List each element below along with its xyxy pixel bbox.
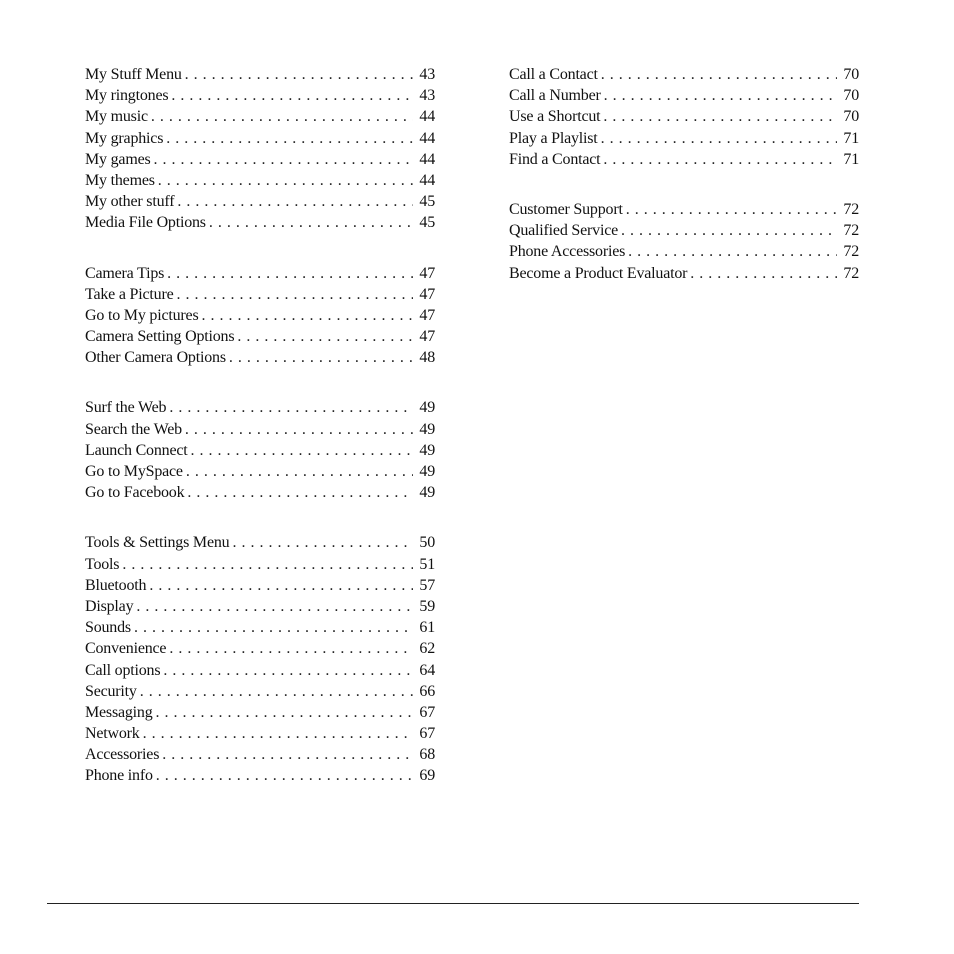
dot-leader [201,305,413,326]
dot-leader [237,326,413,347]
toc-entry-title: Launch Connect [85,441,188,459]
toc-entry-page-number: 45 [419,193,435,211]
toc-entry[interactable] [85,170,435,191]
toc-entry-title: Camera Tips [85,264,165,282]
dot-leader [209,212,413,233]
toc-group [509,199,859,284]
toc-entry-page-number: 47 [419,285,435,303]
dot-leader [604,85,837,106]
toc-entry-page-number: 49 [419,463,435,480]
toc-entry-title: Qualified Service [509,222,618,240]
toc-entry[interactable] [85,347,435,368]
dot-leader [232,532,413,553]
toc-entry-page-number: 48 [419,349,435,367]
toc-entry[interactable] [85,191,435,212]
dot-leader [603,106,837,127]
toc-entry[interactable] [85,263,435,284]
toc-entry[interactable] [85,85,435,106]
dot-leader [156,765,413,786]
dot-leader [136,596,413,617]
toc-entry-title: My graphics [85,129,164,147]
dot-leader [601,128,837,149]
toc-group [85,397,435,503]
dot-leader [601,64,837,85]
toc-entry-page-number: 67 [419,725,435,743]
toc-entry[interactable] [85,64,435,85]
toc-entry-page-number: 47 [419,306,435,324]
toc-entry-page-number: 43 [419,87,435,105]
toc-entry-page-number: 61 [419,619,435,637]
dot-leader [690,263,837,284]
toc-entry-title: Phone info [85,767,153,785]
dot-leader [163,660,413,681]
toc-entry-page-number: 69 [419,767,435,785]
dot-leader [143,723,413,744]
toc-entry[interactable] [509,149,859,170]
toc-entry-title: Display [85,597,134,615]
toc-entry[interactable] [85,723,435,744]
toc-entry-title: Bluetooth [85,576,147,594]
toc-entry-page-number: 68 [419,746,435,764]
toc-entry-page-number: 44 [419,171,435,189]
toc-entry-page-number: 43 [419,66,435,83]
toc-entry[interactable] [509,106,859,127]
toc-entry[interactable] [85,681,435,702]
toc-entry-title: Other Camera Options [85,349,226,367]
dot-leader [626,199,837,220]
toc-entry-page-number: 72 [843,264,859,282]
toc-entry-page-number: 70 [843,87,859,105]
toc-entry-title: Use a Shortcut [509,108,601,126]
toc-entry[interactable] [85,326,435,347]
toc-entry-page-number: 49 [419,420,435,438]
toc-entry[interactable] [85,440,435,461]
toc-entry-title: Go to MySpace [85,463,183,480]
dot-leader [169,638,413,659]
toc-entry-page-number: 44 [419,108,435,126]
toc-entry[interactable] [85,532,435,553]
toc-entry-page-number: 45 [419,214,435,232]
toc-entry-title: Customer Support [509,200,623,218]
dot-leader [191,440,414,461]
toc-entry[interactable] [85,575,435,596]
toc-entry[interactable] [85,212,435,233]
toc-entry[interactable] [85,596,435,617]
toc-entry-page-number: 62 [419,640,435,658]
toc-entry-title: Security [85,682,137,700]
dot-leader [166,128,413,149]
toc-entry[interactable] [509,241,859,262]
toc-entry-title: Take a Picture [85,285,174,303]
toc-entry-page-number: 72 [843,200,859,218]
dot-leader [621,220,837,241]
dot-leader [628,241,837,262]
toc-entry[interactable] [85,284,435,305]
toc-entry-title: Find a Contact [509,150,601,168]
toc-entry[interactable] [509,199,859,220]
dot-leader [229,347,413,368]
toc-entry-title: Accessories [85,746,160,764]
toc-entry-title: Call a Number [509,87,601,105]
toc-entry-title: Camera Setting Options [85,328,235,346]
toc-entry-page-number: 71 [843,150,859,168]
toc-entry[interactable] [85,149,435,170]
toc-entry-title: Call a Contact [509,66,598,83]
toc-entry-title: Play a Playlist [509,129,598,147]
toc-entry-page-number: 67 [419,703,435,721]
toc-entry[interactable] [85,617,435,638]
toc-entry-title: Phone Accessories [509,243,626,261]
toc-entry-title: Go to My pictures [85,306,199,324]
dot-leader [162,744,413,765]
toc-entry-title: Messaging [85,703,153,721]
dot-leader [603,149,837,170]
toc-entry-page-number: 44 [419,129,435,147]
dot-leader [185,419,413,440]
toc-entry-title: Surf the Web [85,399,167,417]
toc-entry-title: Sounds [85,619,131,637]
toc-entry-title: Network [85,725,140,743]
toc-entry-title: Convenience [85,640,167,658]
toc-entry-page-number: 49 [419,399,435,417]
toc-entry-page-number: 50 [419,534,435,552]
footer-rule [47,903,859,904]
dot-leader [151,106,413,127]
toc-entry-page-number: 70 [843,66,859,83]
toc-entry[interactable] [509,85,859,106]
toc-group [85,263,435,369]
toc-entry[interactable] [85,397,435,418]
toc-entry-title: My Stuff Menu [85,66,182,83]
dot-leader [122,554,413,575]
toc-entry-title: My other stuff [85,193,175,211]
toc-entry-page-number: 57 [419,576,435,594]
toc-entry-page-number: 59 [419,597,435,615]
toc-entry[interactable] [85,744,435,765]
toc-entry-title: My music [85,108,148,126]
toc-entry-page-number: 49 [419,441,435,459]
dot-leader [156,702,413,723]
toc-entry[interactable] [85,128,435,149]
dot-leader [169,397,413,418]
toc-entry-page-number: 51 [419,555,435,573]
toc-entry[interactable] [509,64,859,85]
toc-entry[interactable] [85,638,435,659]
toc-entry[interactable] [85,419,435,440]
toc-entry[interactable] [509,128,859,149]
toc-entry[interactable] [85,660,435,681]
toc-left-column [85,64,435,816]
dot-leader [149,575,413,596]
toc-entry[interactable] [509,263,859,284]
dot-leader [134,617,413,638]
dot-leader [171,85,413,106]
toc-entry-page-number: 64 [419,661,435,679]
toc-entry-page-number: 47 [419,328,435,346]
toc-entry-page-number: 66 [419,682,435,700]
toc-entry-title: Become a Product Evaluator [509,264,688,282]
toc-entry-title: My themes [85,171,155,189]
toc-group [85,532,435,786]
dot-leader [185,64,413,85]
toc-entry-page-number: 72 [843,243,859,261]
toc-entry-title: Call options [85,661,161,679]
toc-entry[interactable] [85,482,435,503]
toc-entry-page-number: 47 [419,264,435,282]
toc-entry-page-number: 72 [843,222,859,240]
dot-leader [187,482,413,503]
dot-leader [154,149,413,170]
toc-entry[interactable] [85,106,435,127]
dot-leader [158,170,413,191]
toc-entry[interactable] [85,305,435,326]
toc-right-column [509,64,859,313]
dot-leader [176,284,413,305]
toc-entry[interactable] [85,765,435,786]
dot-leader [140,681,413,702]
toc-entry-title: My ringtones [85,87,169,105]
toc-entry-title: Media File Options [85,214,206,232]
toc-entry-title: Tools & Settings Menu [85,534,230,552]
toc-entry-page-number: 44 [419,150,435,168]
dot-leader [186,461,413,482]
toc-entry-page-number: 49 [419,484,435,502]
toc-group [85,64,435,234]
toc-entry-page-number: 71 [843,129,859,147]
dot-leader [167,263,413,284]
dot-leader [177,191,413,212]
toc-entry-page-number: 70 [843,108,859,126]
toc-entry[interactable] [509,220,859,241]
toc-entry-title: Go to Facebook [85,484,185,502]
toc-entry-title: My games [85,150,151,168]
toc-entry[interactable] [85,461,435,482]
toc-entry-title: Search the Web [85,420,182,438]
toc-entry-title: Tools [85,555,120,573]
toc-entry[interactable] [85,702,435,723]
toc-group [509,64,859,170]
toc-entry[interactable] [85,554,435,575]
